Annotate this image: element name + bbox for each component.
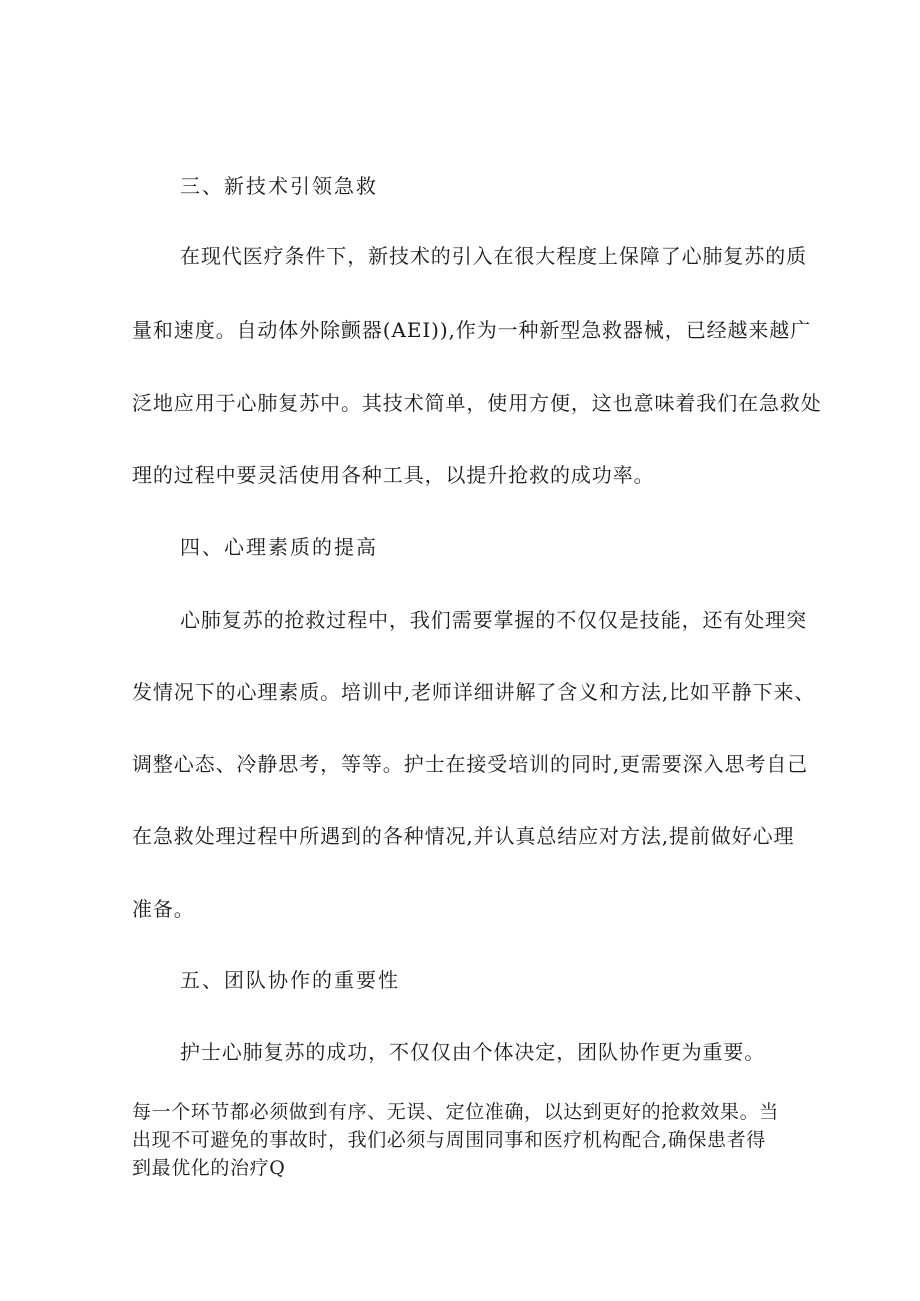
section-3-paragraph-line-3: 泛地应用于心肺复苏中。其技术简单，使用方便，这也意味着我们在急救处: [132, 391, 822, 415]
section-3-paragraph-line-1: 在现代医疗条件下，新技术的引入在很大程度上保障了心肺复苏的质: [180, 244, 807, 268]
section-5-paragraph-line-2: 每一个环节都必须做到有序、无误、定位准确，以达到更好的抢救效果。当: [132, 1101, 779, 1123]
section-5-paragraph-line-3: 出现不可避免的事故时，我们必须与周围同事和医疗机构配合,确保患者得: [132, 1129, 766, 1151]
section-4-paragraph-line-3: 调整心态、冷静思考，等等。护士在接受培训的同时,更需要深入思考自己: [132, 752, 809, 776]
section-3-heading: 三、新技术引领急救: [180, 174, 378, 198]
section-4-paragraph-line-5: 准备。: [132, 897, 195, 921]
section-5-paragraph-line-1: 护士心肺复苏的成功，不仅仅由个体决定，团队协作更为重要。: [180, 1040, 766, 1064]
section-3-paragraph-line-2: 量和速度。自动体外除颤器(AEI)),作为一种新型急救器械，已经越来越广: [132, 318, 812, 342]
section-4-paragraph-line-2: 发情况下的心理素质。培训中,老师详细讲解了含义和方法,比如平静下来、: [132, 680, 816, 704]
section-5-paragraph-line-4: 到最优化的治疗Q: [132, 1157, 286, 1179]
section-4-paragraph-line-4: 在急救处理过程中所遇到的各种情况,并认真总结应对方法,提前做好心理: [132, 824, 795, 848]
section-4-heading: 四、心理素质的提高: [180, 535, 378, 559]
section-4-paragraph-line-1: 心肺复苏的抢救过程中，我们需要掌握的不仅仅是技能，还有处理突: [180, 608, 807, 632]
section-5-heading: 五、团队协作的重要性: [180, 968, 400, 992]
section-3-paragraph-line-4: 理的过程中要灵活使用各种工具，以提升抢救的成功率。: [132, 463, 655, 487]
